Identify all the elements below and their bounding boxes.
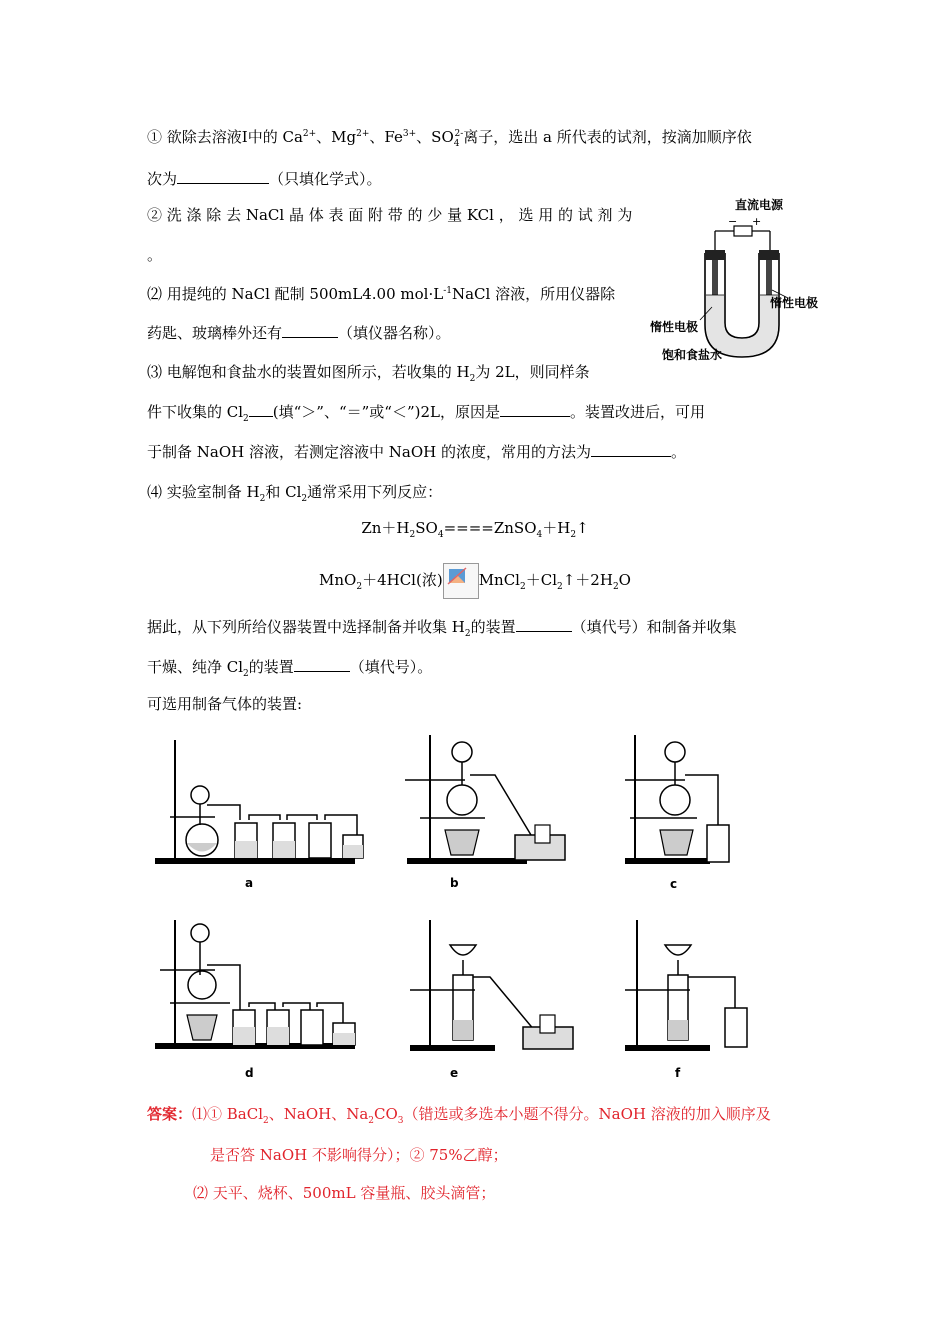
text: 。	[670, 443, 686, 461]
answer-blank[interactable]	[500, 402, 570, 417]
sub: 2	[519, 582, 526, 592]
q3-line-2	[147, 402, 705, 422]
answer-blank[interactable]	[516, 617, 572, 632]
sub: 2	[469, 374, 476, 384]
sub: 2	[356, 582, 363, 592]
sub: 2	[409, 530, 416, 540]
text: 件下收集的 Cl	[147, 403, 244, 421]
q2-line-1	[147, 284, 615, 304]
apparatus-a	[145, 735, 375, 895]
q1-line-1	[147, 127, 752, 147]
apparatus-c	[625, 730, 775, 895]
text: ＋Cl	[525, 571, 557, 589]
text: ＋4HCl(浓)	[362, 571, 443, 589]
reaction-condition-image	[443, 563, 479, 599]
text: 。装置改进后，可用	[570, 403, 706, 421]
label-b: b	[450, 876, 459, 890]
text: ⑶ 电解饱和食盐水的装置如图所示，若收集的 H	[147, 363, 470, 381]
q4-line-2	[147, 617, 737, 637]
answer-blank[interactable]	[177, 169, 269, 184]
sub: 2	[263, 1116, 269, 1126]
sub: 2	[557, 582, 563, 592]
left-electrode-label: 惰性电极	[650, 320, 699, 334]
text: 次为	[147, 170, 178, 188]
electrolysis-diagram	[650, 195, 835, 370]
text: SO	[415, 519, 438, 537]
text: 、Mg	[316, 128, 357, 146]
sup: -1	[443, 286, 452, 296]
text: 是否答 NaOH 不影响得分）；② 75%乙醇；	[210, 1146, 508, 1164]
text: ⑴① BaCl	[192, 1105, 264, 1123]
sup: 2+	[356, 129, 370, 139]
text: 的装置	[248, 658, 294, 676]
sub: 2	[243, 414, 249, 424]
apparatus-d	[145, 915, 375, 1085]
plus-sign: +	[752, 215, 762, 228]
text: （填代号）和制备并收集	[571, 618, 737, 636]
text: O	[618, 571, 631, 589]
sub: 2	[464, 629, 471, 639]
text: ⑷ 实验室制备 H	[147, 483, 260, 501]
answer-label: 答案：	[147, 1105, 193, 1123]
label-c: c	[670, 877, 678, 891]
text: 可选用制备气体的装置:	[147, 695, 303, 713]
q4-line-3	[147, 657, 432, 677]
answer-blank[interactable]	[591, 442, 671, 457]
text: ⑵ 天平、烧杯、500mL 容量瓶、胶头滴管；	[193, 1184, 496, 1202]
sub: 2	[243, 669, 249, 679]
text: ====ZnSO	[443, 519, 537, 537]
q1-line-4	[147, 245, 162, 265]
right-electrode-label: 惰性电极	[770, 296, 819, 310]
sub: 4	[437, 530, 444, 540]
sub: 2	[368, 1116, 375, 1126]
sup: 2+	[302, 129, 317, 139]
text: （填代号）。	[349, 658, 433, 676]
sub: 2	[570, 530, 577, 540]
text: （填仪器名称）。	[338, 324, 451, 342]
label-e: e	[450, 1066, 459, 1080]
text: 的装置	[470, 618, 516, 636]
text: 为 2L，则同样条	[475, 363, 590, 381]
equation-1	[0, 518, 950, 538]
sub: 4	[453, 139, 460, 149]
answer-line-2	[210, 1145, 508, 1165]
text: 干燥、纯净 Cl	[147, 658, 244, 676]
text: 。	[147, 246, 163, 264]
label-a: a	[245, 876, 254, 890]
text: CO	[374, 1105, 398, 1123]
text: （只填化学式）。	[269, 170, 382, 188]
text: 于制备 NaOH 溶液，若测定溶液中 NaOH 的浓度，常用的方法为	[147, 443, 591, 461]
answer-blank[interactable]	[294, 657, 350, 672]
q4-line-1	[147, 482, 442, 502]
label-d: d	[245, 1066, 254, 1080]
label-f: f	[675, 1066, 681, 1080]
text: 、Fe	[369, 128, 403, 146]
text: （错选或多选本小题不得分。NaOH 溶液的加入顺序及	[403, 1105, 771, 1123]
text: 和 Cl	[265, 483, 302, 501]
solution-label: 饱和食盐水	[662, 348, 723, 362]
q1-line-2	[147, 169, 382, 189]
text: 、SO	[416, 128, 454, 146]
sub: 2	[259, 494, 266, 504]
answer-line-1	[147, 1104, 771, 1124]
sup: 2-	[454, 129, 464, 139]
text: ↑	[576, 519, 589, 537]
q2-line-2	[147, 323, 451, 343]
minus-sign: −	[728, 215, 738, 228]
q1-line-3	[147, 205, 632, 225]
sub: 2	[612, 582, 619, 592]
q4-line-4	[147, 694, 302, 714]
text: ② 洗 涤 除 去 NaCl 晶 体 表 面 附 带 的 少 量 KCl ， 选 用 的 试 剂 为	[147, 206, 633, 224]
power-source-label: 直流电源	[735, 198, 784, 212]
text: ＋H	[542, 519, 571, 537]
text: 离子，选出 a 所代表的试剂，按滴加顺序依	[463, 128, 752, 146]
text: ⑵ 用提纯的 NaCl 配制 500mL4.00 mol·L	[147, 285, 444, 303]
text: NaCl 溶液，所用仪器除	[451, 285, 616, 303]
q3-line-3	[147, 442, 686, 462]
text: 药匙、玻璃棒外还有	[147, 324, 283, 342]
text: 通常采用下列反应：	[307, 483, 443, 501]
text: 据此，从下列所给仪器装置中选择制备并收集 H	[147, 618, 465, 636]
sub: 2	[301, 494, 308, 504]
equation-2	[0, 563, 950, 599]
text: ① 欲除去溶液Ⅰ中的 Ca	[147, 128, 303, 146]
apparatus-b	[395, 730, 610, 895]
text: (填“＞”、“＝”或“＜”)2L，原因是	[272, 403, 501, 421]
text: MnCl	[478, 571, 520, 589]
answer-blank[interactable]	[282, 323, 338, 338]
sub: 3	[397, 1116, 404, 1126]
text: Zn＋H	[361, 519, 410, 537]
text: 、NaOH、Na	[268, 1105, 369, 1123]
q3-line-1	[147, 362, 590, 382]
text: MnO	[319, 571, 357, 589]
text: ↑＋2H	[562, 571, 613, 589]
sub: 4	[536, 530, 543, 540]
answer-blank[interactable]	[249, 402, 273, 417]
apparatus-f	[625, 915, 775, 1085]
sup: 3+	[402, 129, 417, 139]
answer-line-3	[193, 1183, 495, 1203]
apparatus-e	[395, 915, 610, 1085]
